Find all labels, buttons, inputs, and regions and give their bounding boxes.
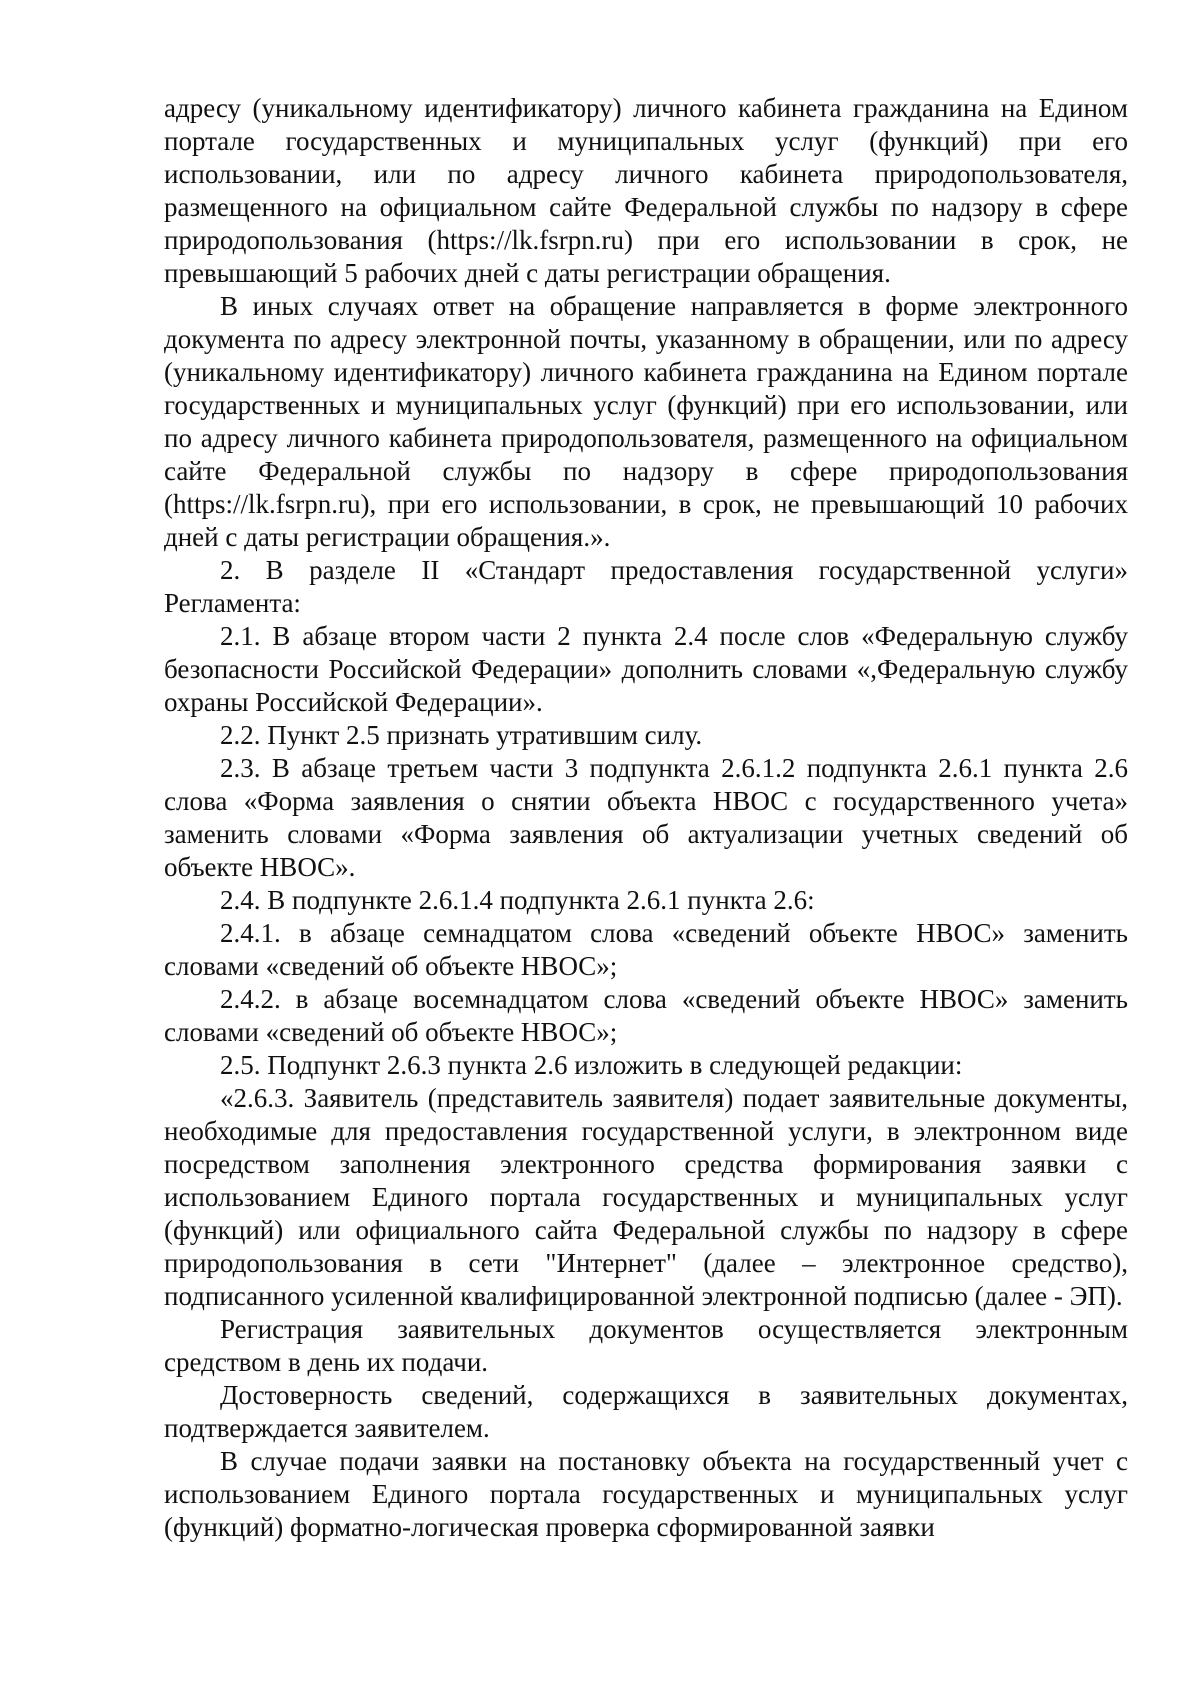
paragraph-9: 2.4.2. в абзаце восемнадцатом слова «сведений объекте НВОС» заменить словами «сведений об объекте НВОС»; bbox=[164, 984, 1128, 1047]
paragraph-7: 2.4. В подпункте 2.6.1.4 подпункта 2.6.1 пункта 2.6: bbox=[220, 885, 815, 915]
paragraph-4: 2.1. В абзаце втором части 2 пункта 2.4 после слов «Федеральную службу безопасности Российской Федерации» дополнить словами «,Федеральную службу охраны Российской Федерации». bbox=[164, 621, 1128, 717]
document-page bbox=[164, 92, 1128, 1672]
paragraph-10: 2.5. Подпункт 2.6.3 пункта 2.6 изложить в следующей редакции: bbox=[220, 1050, 963, 1080]
paragraph-14: В случае подачи заявки на постановку объекта на государственный учет с использованием Единого портала государственных и муниципальных услуг (функций) форматно-логическая проверка сформированной заявки bbox=[164, 1446, 1128, 1542]
paragraph-11: «2.6.3. Заявитель (представитель заявителя) подает заявительные документы, необходимые для предоставления государственной услуги, в электронном виде посредством заполнения электронного средства формирования заявки с использованием Единого портала государственных и муниципальных услуг (функций) или официального сайта Федеральной службы по надзору в сфере природопользования в сети "Интернет" (далее – электронное средство), подписанного усиленной квалифицированной электронной подписью (далее - ЭП). bbox=[164, 1083, 1128, 1311]
paragraph-12: Регистрация заявительных документов осуществляется электронным средством в день их подачи. bbox=[164, 1314, 1128, 1377]
paragraph-2: В иных случаях ответ на обращение направляется в форме электронного документа по адресу электронной почты, указанному в обращении, или по адресу (уникальному идентификатору) личного кабинета гражданина на Едином портале государственных и муниципальных услуг (функций) при его использовании, или по адресу личного кабинета природопользователя, размещенного на официальном сайте Федеральной службы по надзору в сфере природопользования (https://lk.fsrpn.ru), при его использовании, в срок, не превышающий 10 рабочих дней с даты регистрации обращения.». bbox=[164, 291, 1128, 552]
paragraph-6: 2.3. В абзаце третьем части 3 подпункта 2.6.1.2 подпункта 2.6.1 пункта 2.6 слова «Форма заявления о снятии объекта НВОС с государственного учета» заменить словами «Форма заявления об актуализации учетных сведений об объекте НВОС». bbox=[164, 753, 1128, 882]
paragraph-13: Достоверность сведений, содержащихся в заявительных документах, подтверждается заявителем. bbox=[164, 1380, 1128, 1443]
paragraph-8: 2.4.1. в абзаце семнадцатом слова «сведений объекте НВОС» заменить словами «сведений об объекте НВОС»; bbox=[164, 918, 1128, 981]
paragraph-1: адресу (уникальному идентификатору) личного кабинета гражданина на Едином портале государственных и муниципальных услуг (функций) при его использовании, или по адресу личного кабинета природопользователя, размещенного на официальном сайте Федеральной службы по надзору в сфере природопользования (https://lk.fsrpn.ru) при его использовании в срок, не превышающий 5 рабочих дней с даты регистрации обращения. bbox=[164, 93, 1128, 288]
paragraph-3: 2. В разделе II «Стандарт предоставления государственной услуги» Регламента: bbox=[164, 555, 1128, 618]
paragraph-5: 2.2. Пункт 2.5 признать утратившим силу. bbox=[220, 720, 703, 750]
